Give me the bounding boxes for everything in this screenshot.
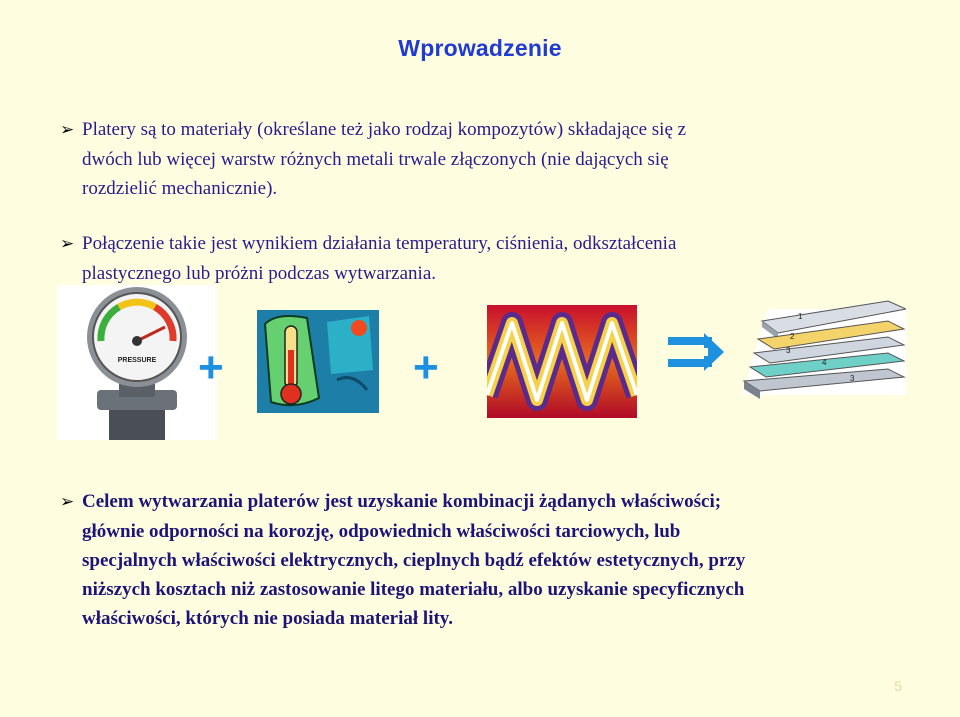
arrow-bullet-icon: ➢ xyxy=(60,492,75,512)
bullet-3-line-4: niższych kosztach niż zastosowanie litego materiału, albo uzyskanie specyficznych xyxy=(82,579,745,600)
layer-number-1: 1 xyxy=(798,312,803,321)
bullet-2-line-2: plastycznego lub próżni podczas wytwarzania. xyxy=(82,263,437,284)
plus-sign-1: + xyxy=(198,343,224,392)
slide-title: Wprowadzenie xyxy=(398,35,562,61)
pressure-gauge-image xyxy=(57,285,217,440)
arrow-bullet-icon: ➢ xyxy=(60,234,75,254)
bullet-paragraph-3 xyxy=(60,487,940,633)
bullet-1-line-1: Platery są to materiały (określane też jako rodzaj kompozytów) składające się z xyxy=(82,119,687,140)
bullet-3-line-1: Celem wytwarzania platerów jest uzyskanie kombinacji żądanych właściwości; xyxy=(82,491,722,512)
plus-sign-2: + xyxy=(413,343,439,392)
clad-layers-image xyxy=(738,295,906,403)
thermometer-image xyxy=(257,310,379,413)
layer-number-3: 3 xyxy=(786,346,791,355)
bullet-paragraph-1 xyxy=(60,115,940,203)
gauge-label: PRESSURE xyxy=(117,357,157,364)
bullet-2-line-1: Połączenie takie jest wynikiem działania temperatury, ciśnienia, odkształcenia xyxy=(82,233,677,254)
bullet-1-line-3: rozdzielić mechanicznie). xyxy=(82,178,278,199)
result-arrow-icon xyxy=(668,333,724,371)
page-number: 5 xyxy=(894,678,902,694)
layer-number-5: 3 xyxy=(850,374,855,383)
wave-deformation-image xyxy=(487,305,637,418)
bullet-1-line-2: dwóch lub więcej warstw różnych metali trwale złączonych (nie dających się xyxy=(82,149,669,170)
layer-number-2: 2 xyxy=(790,332,795,341)
bullet-3-line-2: głównie odporności na korozję, odpowiednich właściwości tarciowych, lub xyxy=(82,521,681,542)
bullet-paragraph-2 xyxy=(60,229,940,288)
bullet-3-line-5: właściwości, których nie posiada materiał lity. xyxy=(82,608,454,629)
layer-number-4: 4 xyxy=(822,358,827,367)
bullet-3-line-3: specjalnych właściwości elektrycznych, cieplnych bądź efektów estetycznych, przy xyxy=(82,550,746,571)
arrow-bullet-icon: ➢ xyxy=(60,120,75,140)
